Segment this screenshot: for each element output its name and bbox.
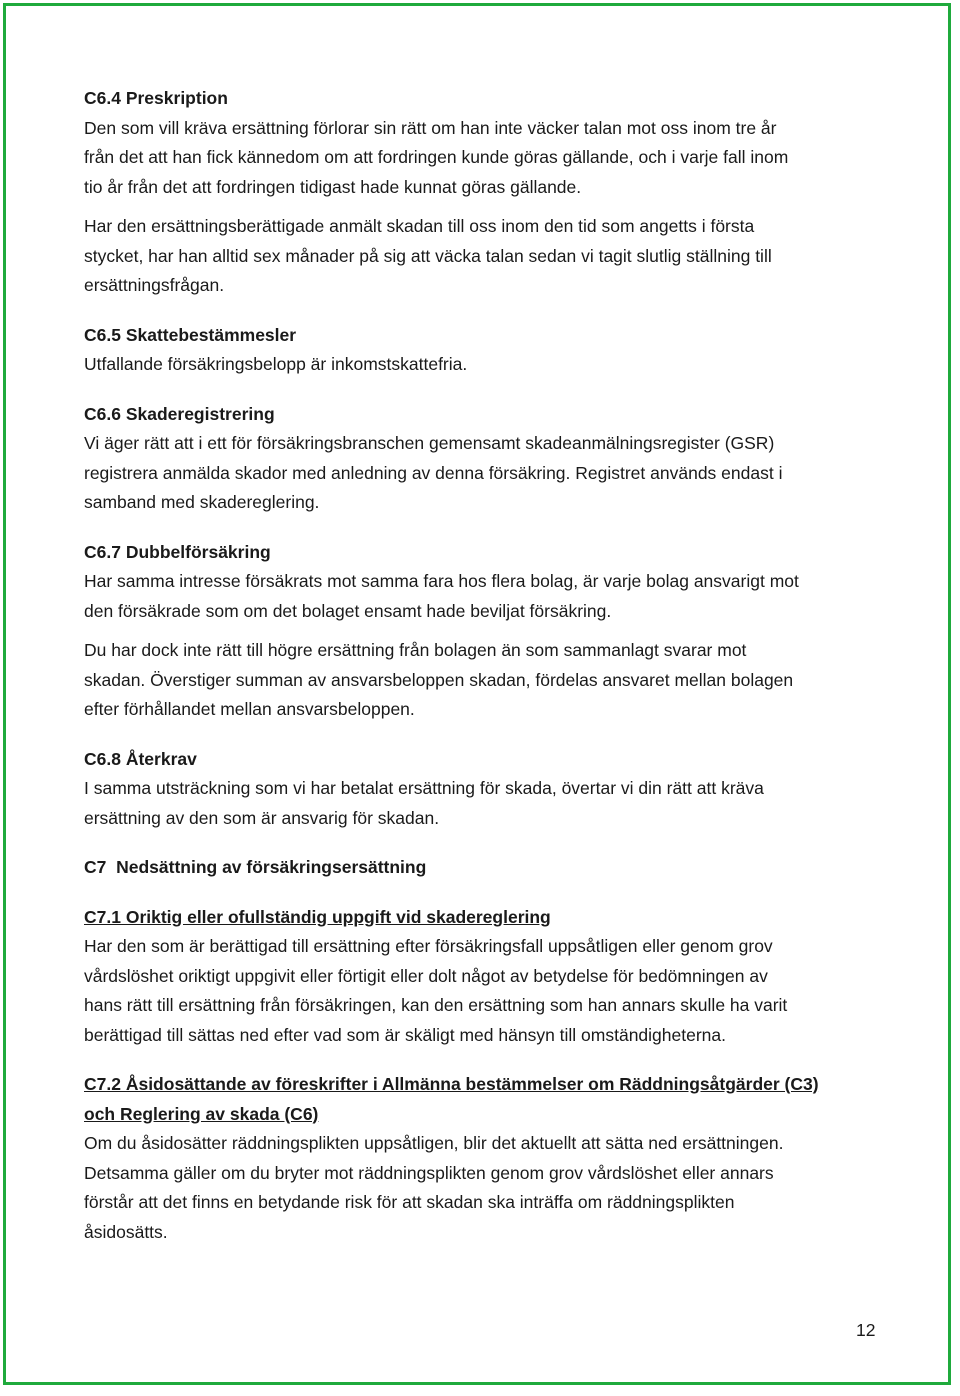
text-line: Du har dock inte rätt till högre ersättning från bolagen än som sammanlagt svarar mot xyxy=(84,640,747,660)
text-line: Den som vill kräva ersättning förlorar sin rätt om han inte väcker talan mot oss inom tre år xyxy=(84,117,777,138)
paragraph xyxy=(84,1129,884,1247)
section-c6-6 xyxy=(84,400,884,518)
paragraph xyxy=(84,350,884,380)
text-line: den försäkrade som om det bolaget ensamt hade beviljat försäkring. xyxy=(84,600,612,621)
text-line: från det att han fick kännedom om att fordringen kunde göras gällande, och i varje fall inom xyxy=(84,147,789,167)
section-heading: C6.5 Skattebestämmesler xyxy=(84,324,297,345)
section-c6-5 xyxy=(84,321,884,380)
text-line: Om du åsidosätter räddningsplikten uppsåtligen, blir det aktuellt att sätta ned ersättningen. xyxy=(84,1133,784,1153)
section-heading: C6.7 Dubbelförsäkring xyxy=(84,541,271,562)
text-line: skadan. Överstiger summan av ansvarsbeloppen skadan, fördelas ansvaret mellan bolagen xyxy=(84,669,794,690)
text-line: berättigad till sättas ned efter vad som är skäligt med hänsyn till omständigheterna. xyxy=(84,1024,727,1045)
paragraph xyxy=(84,774,884,833)
page-number: 12 xyxy=(856,1320,876,1340)
section-heading: C7.1 Oriktig eller ofullständig uppgift vid skadereglering xyxy=(84,906,551,927)
text-line: hans rätt till ersättning från försäkringen, kan den ersättning som han annars skulle ha varit xyxy=(84,995,788,1015)
text-line: Har den ersättningsberättigade anmält skadan till oss inom den tid som angetts i första xyxy=(84,216,755,236)
text-line: I samma utsträckning som vi har betalat ersättning för skada, övertar vi din rätt att kräva xyxy=(84,778,764,798)
section-heading: och Reglering av skada (C6) xyxy=(84,1103,319,1124)
section-c7-2 xyxy=(84,1070,884,1247)
section-heading: C6.6 Skaderegistrering xyxy=(84,403,275,424)
text-line: Har den som är berättigad till ersättning efter försäkringsfall uppsåtligen eller genom grov xyxy=(84,936,773,956)
text-line: ersättning av den som är ansvarig för skadan. xyxy=(84,807,440,828)
section-heading: C6.8 Återkrav xyxy=(84,748,197,769)
text-line: registrera anmälda skador med anledning av denna försäkring. Registret används endast i xyxy=(84,462,783,483)
text-line: Har samma intresse försäkrats mot samma fara hos flera bolag, är varje bolag ansvarigt mot xyxy=(84,571,799,591)
section-c6-8 xyxy=(84,745,884,834)
paragraph xyxy=(84,636,884,725)
chapter-heading: C7 Nedsättning av försäkringsersättning xyxy=(84,857,427,877)
text-line: stycket, har han alltid sex månader på sig att väcka talan sedan vi tagit slutlig ställning till xyxy=(84,245,772,266)
section-heading: C7.2 Åsidosättande av föreskrifter i Allmänna bestämmelser om Räddningsåtgärder (C3) xyxy=(84,1074,819,1094)
paragraph xyxy=(84,212,884,301)
section-heading: C6.4 Preskription xyxy=(84,88,228,108)
section-c7-1 xyxy=(84,903,884,1051)
text-line: tio år från det att fordringen tidigast hade kunnat göras gällande. xyxy=(84,176,582,197)
text-line: vårdslöshet oriktigt uppgivit eller förtigit eller dolt något av betydelse för bedömningen av xyxy=(84,965,768,986)
text-line: Utfallande försäkringsbelopp är inkomstskattefria. xyxy=(84,354,468,374)
paragraph xyxy=(84,567,884,626)
text-line: förstår att det finns en betydande risk för att skadan ska inträffa om räddningsplikten xyxy=(84,1192,735,1212)
section-c7 xyxy=(84,853,884,883)
text-line: ersättningsfrågan. xyxy=(84,275,225,295)
text-line: Vi äger rätt att i ett för försäkringsbranschen gemensamt skadeanmälningsregister (GSR) xyxy=(84,433,775,453)
section-c6-7 xyxy=(84,538,884,725)
paragraph xyxy=(84,114,884,203)
text-line: efter förhållandet mellan ansvarsbeloppen. xyxy=(84,699,415,719)
section-c6-4 xyxy=(84,84,884,301)
text-line: åsidosätts. xyxy=(84,1221,168,1242)
text-line: samband med skadereglering. xyxy=(84,492,320,512)
document-body xyxy=(84,84,884,1247)
text-line: Detsamma gäller om du bryter mot räddningsplikten genom grov vårdslöshet eller annars xyxy=(84,1162,774,1183)
paragraph xyxy=(84,429,884,518)
paragraph xyxy=(84,932,884,1050)
